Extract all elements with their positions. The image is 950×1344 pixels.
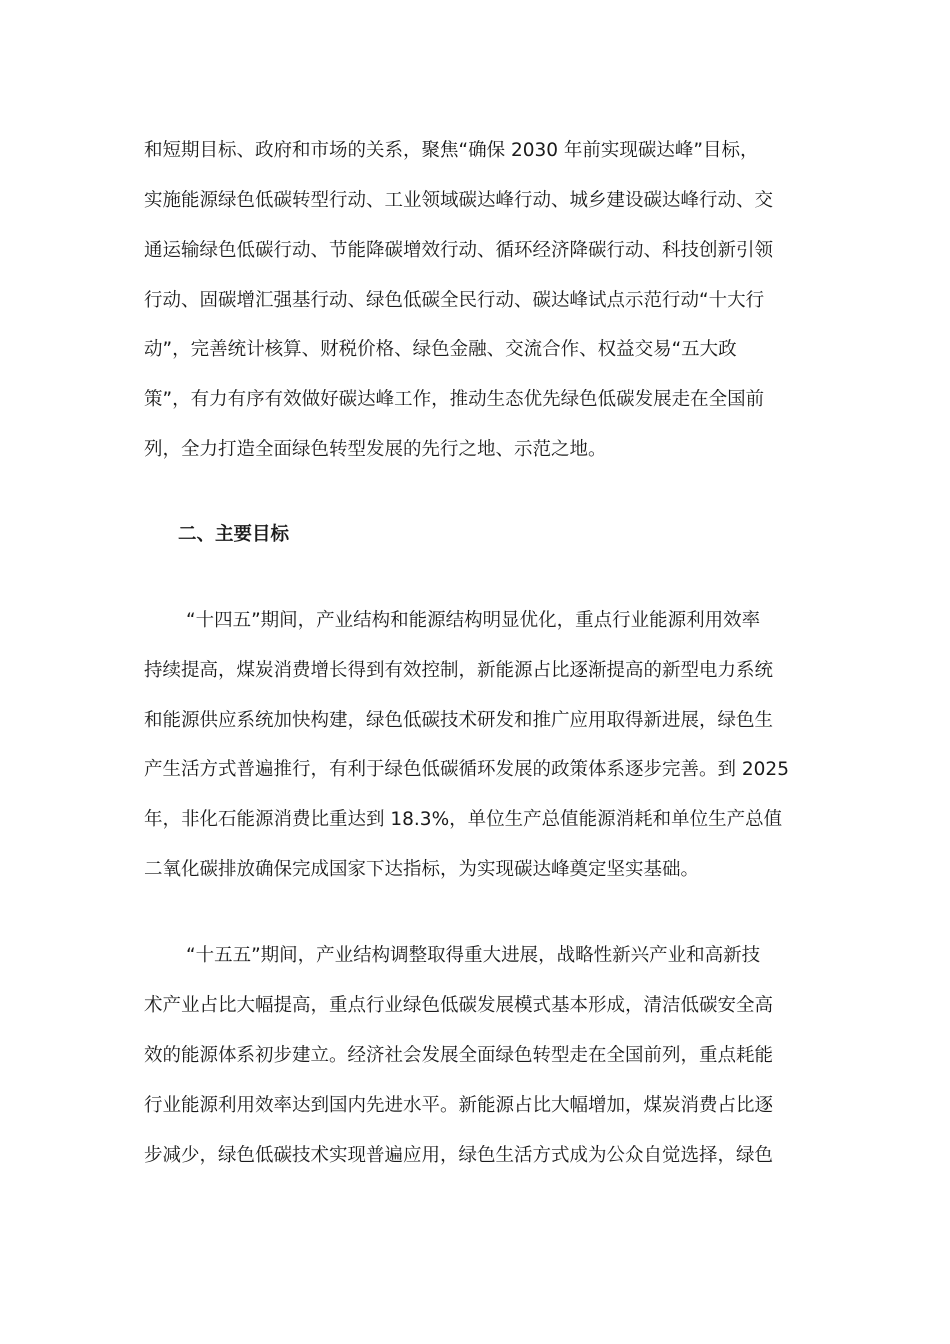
text-line: 年，非化石能源消费比重达到 18.3%，单位生产总值能源消耗和单位生产总值 bbox=[144, 809, 783, 830]
text-line: “十五五”期间，产业结构调整取得重大进展，战略性新兴产业和高新技 bbox=[186, 945, 761, 966]
text-line: 产生活方式普遍推行，有利于绿色低碳循环发展的政策体系逐步完善。到 2025 bbox=[144, 759, 789, 780]
text-line: 动”，完善统计核算、财税价格、绿色金融、交流合作、权益交易“五大政 bbox=[144, 339, 737, 360]
text-line: 持续提高，煤炭消费增长得到有效控制，新能源占比逐渐提高的新型电力系统 bbox=[144, 660, 774, 681]
text-line: “十四五”期间，产业结构和能源结构明显优化，重点行业能源利用效率 bbox=[186, 610, 761, 631]
section-heading: 二、主要目标 bbox=[178, 524, 290, 545]
text-line: 实施能源绿色低碳转型行动、工业领域碳达峰行动、城乡建设碳达峰行动、交 bbox=[144, 190, 774, 211]
text-line: 策”，有力有序有效做好碳达峰工作，推动生态优先绿色低碳发展走在全国前 bbox=[144, 389, 765, 410]
text-line: 效的能源体系初步建立。经济社会发展全面绿色转型走在全国前列，重点耗能 bbox=[144, 1045, 774, 1066]
text-line: 列，全力打造全面绿色转型发展的先行之地、示范之地。 bbox=[144, 439, 607, 460]
text-line: 和短期目标、政府和市场的关系，聚焦“确保 2030 年前实现碳达峰”目标， bbox=[144, 140, 759, 161]
text-line: 和能源供应系统加快构建，绿色低碳技术研发和推广应用取得新进展，绿色生 bbox=[144, 710, 774, 731]
text-line: 术产业占比大幅提高，重点行业绿色低碳发展模式基本形成，清洁低碳安全高 bbox=[144, 995, 774, 1016]
text-line: 二氧化碳排放确保完成国家下达指标，为实现碳达峰奠定坚实基础。 bbox=[144, 859, 700, 880]
text-line: 通运输绿色低碳行动、节能降碳增效行动、循环经济降碳行动、科技创新引领 bbox=[144, 240, 774, 261]
text-line: 行业能源利用效率达到国内先进水平。新能源占比大幅增加，煤炭消费占比逐 bbox=[144, 1095, 774, 1116]
text-line: 行动、固碳增汇强基行动、绿色低碳全民行动、碳达峰试点示范行动“十大行 bbox=[144, 290, 765, 311]
text-line: 步减少，绿色低碳技术实现普遍应用，绿色生活方式成为公众自觉选择，绿色 bbox=[144, 1145, 774, 1166]
